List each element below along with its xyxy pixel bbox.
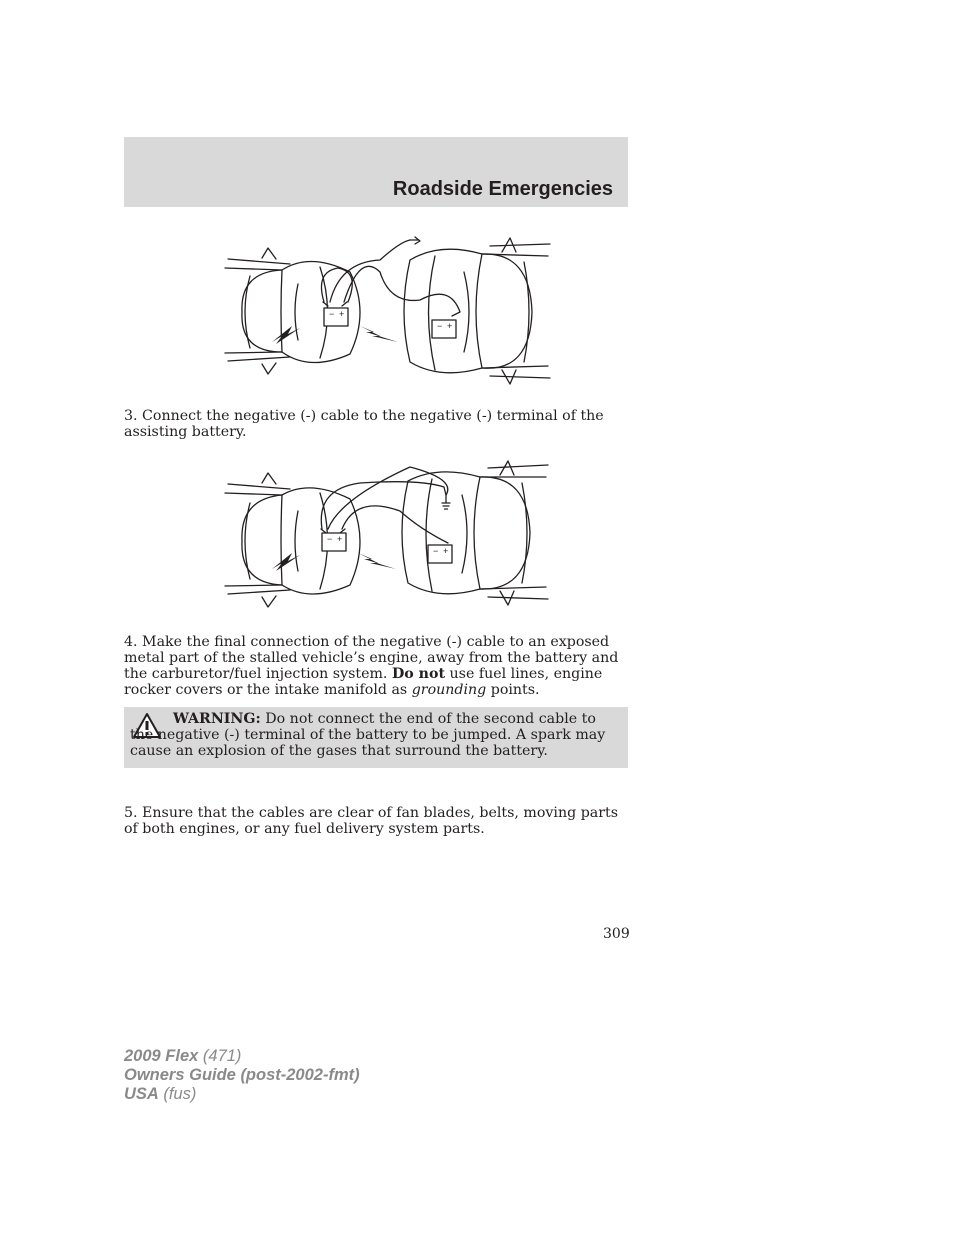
warning-text: [130, 711, 616, 759]
stalled-battery-bottom: [322, 533, 346, 551]
battery-minus-label: −: [329, 309, 335, 319]
battery-minus-label: −: [437, 321, 443, 331]
battery-plus-label: +: [339, 309, 345, 319]
jump-start-diagram-step4: [220, 459, 555, 619]
battery-plus-label: +: [337, 534, 343, 544]
stalled-battery-top: [324, 308, 348, 326]
document-footer: [124, 1047, 360, 1104]
spark-symbols: [272, 326, 398, 344]
battery-plus-label: +: [443, 546, 449, 556]
step-4-text: [124, 634, 628, 698]
warning-body: Do not connect the end of the second cable to the negative (-) terminal of the battery to be jumped. A spark may cause an explosion of the gases that surround the battery.: [130, 711, 606, 759]
do-not-emphasis: Do not: [391, 666, 446, 682]
assisting-vehicle-outline: [404, 238, 550, 384]
grounding-emphasis: grounding: [411, 682, 487, 698]
step-4-text-part: use fuel lines, engine rocker covers or the intake manifold as: [124, 666, 603, 698]
step-4-text-part: points.: [486, 682, 540, 698]
jumper-cables: [321, 467, 450, 543]
jumper-cables: [321, 237, 460, 316]
warning-label: WARNING:: [173, 711, 261, 727]
assisting-battery-bottom: [428, 545, 452, 563]
step-4-text-part: 4. Make the final connection of the negative (-) cable to an exposed metal part of the stalled vehicle’s engine, away from the battery and the carburetor/fuel injection system.: [124, 634, 619, 682]
battery-plus-label: +: [447, 321, 453, 331]
spark-symbols: [272, 553, 396, 571]
jump-start-diagram-step3: [220, 232, 555, 392]
section-title: Roadside Emergencies: [392, 178, 613, 200]
warning-box: [124, 707, 628, 768]
footer-model: 2009 Flex: [124, 1047, 199, 1065]
footer-guide: Owners Guide (post-2002-fmt): [124, 1066, 360, 1084]
page-number: 309: [603, 926, 630, 942]
battery-minus-label: −: [433, 546, 439, 556]
assisting-battery-top: [432, 320, 456, 338]
step-3-text: 3. Connect the negative (-) cable to the negative (-) terminal of the assisting battery.: [124, 408, 604, 440]
header-band: [124, 137, 628, 207]
footer-market-code: (fus): [158, 1085, 197, 1103]
footer-market: USA: [124, 1085, 159, 1103]
step-5-text: 5. Ensure that the cables are clear of fan blades, belts, moving parts of both engines, or any fuel delivery system parts.: [124, 805, 618, 837]
footer-model-code: (471): [198, 1047, 242, 1065]
battery-minus-label: −: [327, 534, 333, 544]
